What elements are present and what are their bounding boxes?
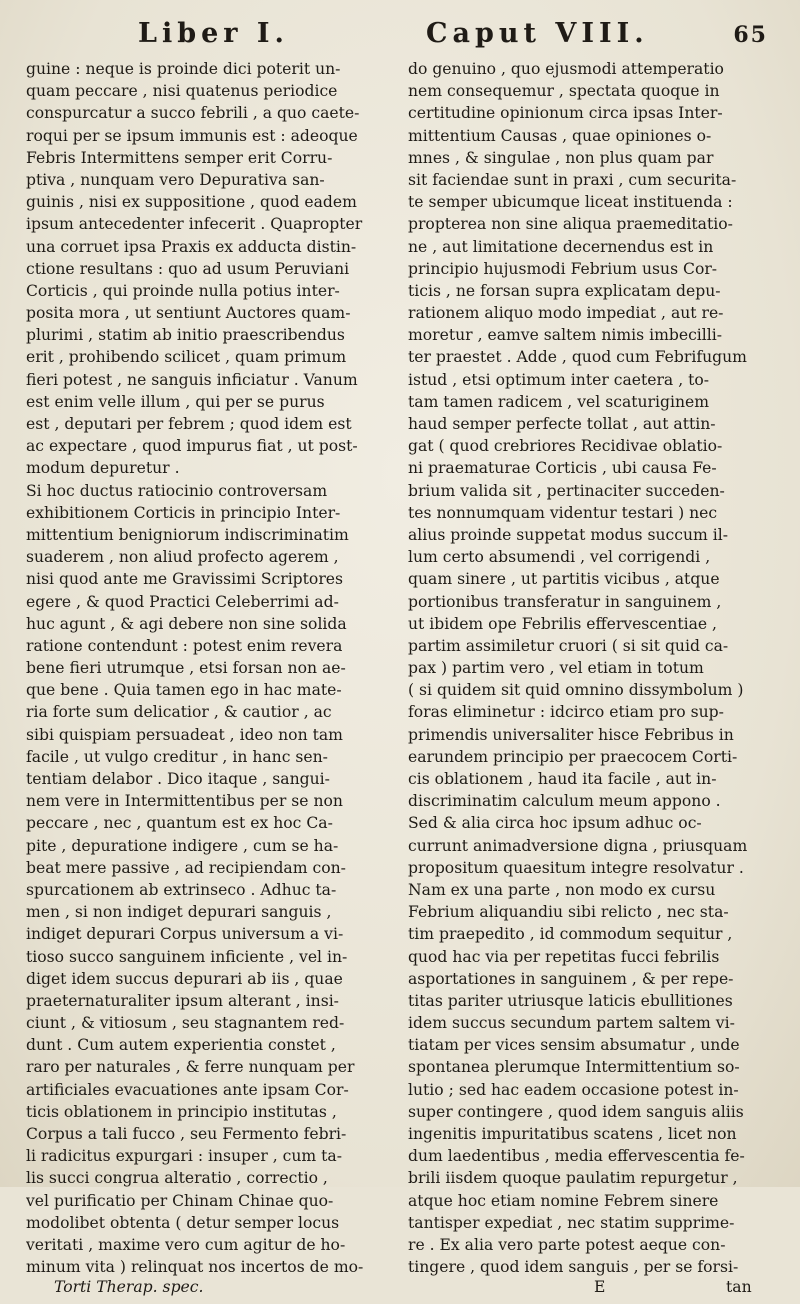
text-line: brium valida sit , pertinaciter succeden- (408, 481, 725, 500)
text-line: est enim velle illum , qui per se purus (26, 392, 325, 411)
text-line: huc agunt , & agi debere non sine solida (26, 614, 347, 633)
text-line: facile , ut vulgo creditur , in hanc sen- (26, 747, 328, 766)
text-line: exhibitionem Corticis in principio Inter- (26, 503, 341, 522)
text-line: veritati , maxime vero cum agitur de ho- (26, 1235, 346, 1254)
text-line: ticis oblationem in principio institutas , (26, 1102, 337, 1121)
running-header (26, 18, 772, 58)
text-line: idem succus secundum partem saltem vi- (408, 1014, 735, 1033)
footer-signature-mark: E (594, 1278, 606, 1297)
text-line: ria forte sum delicatior , & cautior , ac (26, 703, 332, 722)
text-line: mittentium benigniorum indiscriminatim (26, 525, 349, 544)
text-line: lutio ; sed hac eadem occasione potest in- (408, 1080, 739, 1099)
text-line: propterea non sine aliqua praemeditatio- (408, 215, 733, 234)
text-line: ac expectare , quod impurus fiat , ut post- (26, 437, 358, 456)
text-line: fieri potest , ne sanguis inficiatur . Vanum (26, 370, 358, 389)
text-line: guine : neque is proinde dici poterit un- (26, 60, 341, 78)
text-line: brili iisdem quoque paulatim repurgetur , (408, 1169, 738, 1188)
text-line: mnes , & singulae , non plus quam par (408, 148, 714, 167)
text-line: do genuino , quo ejusmodi attemperatio (408, 60, 724, 78)
text-line: lum certo absumendi , vel corrigendi , (408, 548, 711, 567)
text-line: men , si non indiget depurari sanguis , (26, 903, 332, 922)
text-line: posita mora , ut sentiunt Auctores quam- (26, 304, 351, 323)
text-line: certitudine opinionum circa ipsas Inter- (408, 104, 723, 123)
text-line: nisi quod ante me Gravissimi Scriptores (26, 570, 343, 589)
text-line: peccare , nec , quantum est ex hoc Ca- (26, 814, 333, 833)
text-line: Febrium aliquandiu sibi relicto , nec sta- (408, 903, 729, 922)
text-line: modum depuretur . (26, 459, 180, 478)
text-line: ut ibidem ope Febrilis effervescentiae , (408, 614, 718, 633)
text-line: ni praematurae Corticis , ubi causa Fe- (408, 459, 717, 478)
text-line: lis succi congrua alteratio , correctio , (26, 1169, 328, 1188)
text-line: re . Ex alia vero parte potest aeque con- (408, 1235, 726, 1254)
text-line: tes nonnumquam videntur testari ) nec (408, 503, 718, 522)
text-line: Sed & alia circa hoc ipsum adhuc oc- (408, 814, 702, 833)
text-line: atque hoc etiam nomine Febrem sinere (408, 1191, 719, 1210)
text-line: una corruet ipsa Praxis ex adducta distin- (26, 237, 357, 256)
text-line: erit , prohibendo scilicet , quam primum (26, 348, 347, 367)
text-line: ne , aut limitatione decernendus est in (408, 237, 714, 256)
text-line: vel purificatio per Chinam Chinae quo- (26, 1191, 334, 1210)
text-line: artificiales evacuationes ante ipsam Cor- (26, 1080, 349, 1099)
footer-catchword: tan (726, 1278, 752, 1297)
page-footer (26, 1278, 772, 1304)
text-line: haud semper perfecte tollat , aut attin- (408, 415, 716, 433)
text-line: roqui per se ipsum immunis est : adeoque (26, 126, 358, 145)
header-chapter: Caput VIII. (426, 18, 649, 49)
text-line: ctione resultans : quo ad usum Peruviani (26, 259, 350, 278)
text-line: tantisper expediat , nec statim supprime- (408, 1213, 735, 1232)
text-line: earundem principio per praecocem Corti- (408, 747, 738, 766)
text-line: egere , & quod Practici Celeberrimi ad- (26, 592, 339, 611)
text-line: currunt animadversione digna , priusquam (408, 836, 748, 855)
page-number: 65 (733, 22, 768, 48)
text-line: ratione contendunt : potest enim revera (26, 636, 343, 655)
text-line: tam tamen radicem , vel scaturiginem (408, 392, 710, 411)
text-line: super contingere , quod idem sanguis aliis (408, 1102, 744, 1121)
text-line: que bene . Quia tamen ego in hac mate- (26, 681, 342, 700)
text-line: suaderem , non aliud profecto agerem , (26, 548, 339, 567)
text-line: alius proinde suppetat modus succum il- (408, 525, 729, 544)
text-line: Corpus a tali fucco , seu Fermento febri- (26, 1125, 347, 1143)
text-line: plurimi , statim ab initio praescribendus (26, 326, 345, 345)
text-line: ptiva , nunquam vero Depurativa san- (26, 170, 325, 189)
text-line: praeternaturaliter ipsum alterant , insi- (26, 991, 339, 1010)
text-line: ter praestet . Adde , quod cum Febrifugum (408, 348, 747, 367)
text-line: tioso succo sanguinem inficiente , vel in- (26, 947, 348, 966)
text-line: guinis , nisi ex suppositione , quod eadem (26, 193, 357, 212)
text-line: beat mere passive , ad recipiendam con- (26, 858, 346, 877)
left-column (26, 58, 390, 1278)
text-line: nem vere in Intermittentibus per se non (26, 792, 343, 811)
text-line: ingenitis impuritatibus scatens , licet non (408, 1125, 737, 1143)
text-line: portionibus transferatur in sanguinem , (408, 592, 722, 611)
text-line: partim assimiletur cruori ( si sit quid ca- (408, 636, 729, 655)
text-line: primendis universaliter hisce Febribus in (408, 725, 734, 744)
text-line: li radicitus expurgari : insuper , cum ta- (26, 1147, 342, 1166)
text-line: minum vita ) relinquat nos incertos de mo- (26, 1258, 364, 1277)
text-line: asportationes in sanguinem , & per repe- (408, 969, 734, 988)
text-line: ciunt , & vitiosum , seu stagnantem red- (26, 1014, 345, 1033)
text-columns (26, 58, 772, 1278)
text-line: quam sinere , ut partitis vicibus , atque (408, 570, 720, 589)
text-line: indiget depurari Corpus universum a vi- (26, 925, 344, 944)
text-line: Si hoc ductus ratiocinio controversam (26, 481, 328, 500)
text-line: dum laedentibus , media effervescentia fe- (408, 1147, 745, 1166)
text-line: foras eliminetur : idcirco etiam pro sup- (408, 703, 724, 722)
text-line: Corticis , qui proinde nulla potius inter- (26, 281, 340, 300)
text-line: discriminatim calculum meum appono . (408, 792, 721, 811)
text-line: quam peccare , nisi quatenus periodice (26, 82, 338, 101)
text-line: tim praepedito , id commodum sequitur , (408, 925, 733, 944)
text-line: nem consequemur , spectata quoque in (408, 82, 720, 101)
right-column (408, 58, 772, 1278)
text-line: titas pariter utriusque laticis ebullitiones (408, 991, 733, 1010)
text-line: ipsum antecedenter infecerit . Quapropter (26, 215, 363, 234)
text-line: pax ) partim vero , vel etiam in totum (408, 659, 704, 678)
text-line: raro per naturales , & ferre nunquam per (26, 1058, 355, 1077)
text-line: pite , depuratione indigere , cum se ha- (26, 836, 339, 855)
text-line: spurcationem ab extrinseco . Adhuc ta- (26, 880, 337, 899)
text-line: est , deputari per febrem ; quod idem est (26, 415, 352, 433)
footer-signature-title: Torti Therap. spec. (54, 1278, 204, 1297)
text-line: propositum quaesitum integre resolvatur . (408, 858, 744, 877)
text-line: spontanea plerumque Intermittentium so- (408, 1058, 740, 1077)
text-line: conspurcatur a succo febrili , a quo caete- (26, 104, 360, 123)
text-line: gat ( quod crebriores Recidivae oblatio- (408, 437, 723, 456)
text-line: cis oblationem , haud ita facile , aut in- (408, 770, 717, 788)
text-line: tingere , quod idem sanguis , per se forsi- (408, 1258, 739, 1277)
text-line: quod hac via per repetitas fucci febrilis (408, 947, 720, 966)
text-line: dunt . Cum autem experientia constet , (26, 1036, 336, 1055)
text-line: istud , etsi optimum inter caetera , to- (408, 370, 710, 389)
text-line: principio hujusmodi Febrium usus Cor- (408, 259, 718, 278)
text-line: ticis , ne forsan supra explicatam depu- (408, 281, 721, 300)
text-line: ( si quidem sit quid omnino dissymbolum ) (408, 681, 744, 700)
text-line: modolibet obtenta ( detur semper locus (26, 1213, 340, 1232)
text-line: tentiam delabor . Dico itaque , sangui- (26, 770, 330, 788)
text-line: te semper ubicumque liceat instituenda : (408, 193, 733, 212)
text-line: Nam ex una parte , non modo ex cursu (408, 880, 716, 899)
header-book-title: Liber I. (138, 18, 289, 49)
text-line: rationem aliquo modo impediat , aut re- (408, 304, 724, 323)
text-line: tiatam per vices sensim absumatur , unde (408, 1036, 740, 1055)
text-line: mittentium Causas , quae opiniones o- (408, 126, 712, 145)
text-line: moretur , eamve saltem nimis imbecilli- (408, 326, 723, 345)
text-line: bene fieri utrumque , etsi forsan non ae- (26, 659, 346, 678)
text-line: diget idem succus depurari ab iis , quae (26, 969, 343, 988)
text-line: sibi quispiam persuadeat , ideo non tam (26, 725, 343, 744)
text-line: Febris Intermittens semper erit Corru- (26, 148, 333, 167)
text-line: sit faciendae sunt in praxi , cum securita- (408, 170, 737, 189)
